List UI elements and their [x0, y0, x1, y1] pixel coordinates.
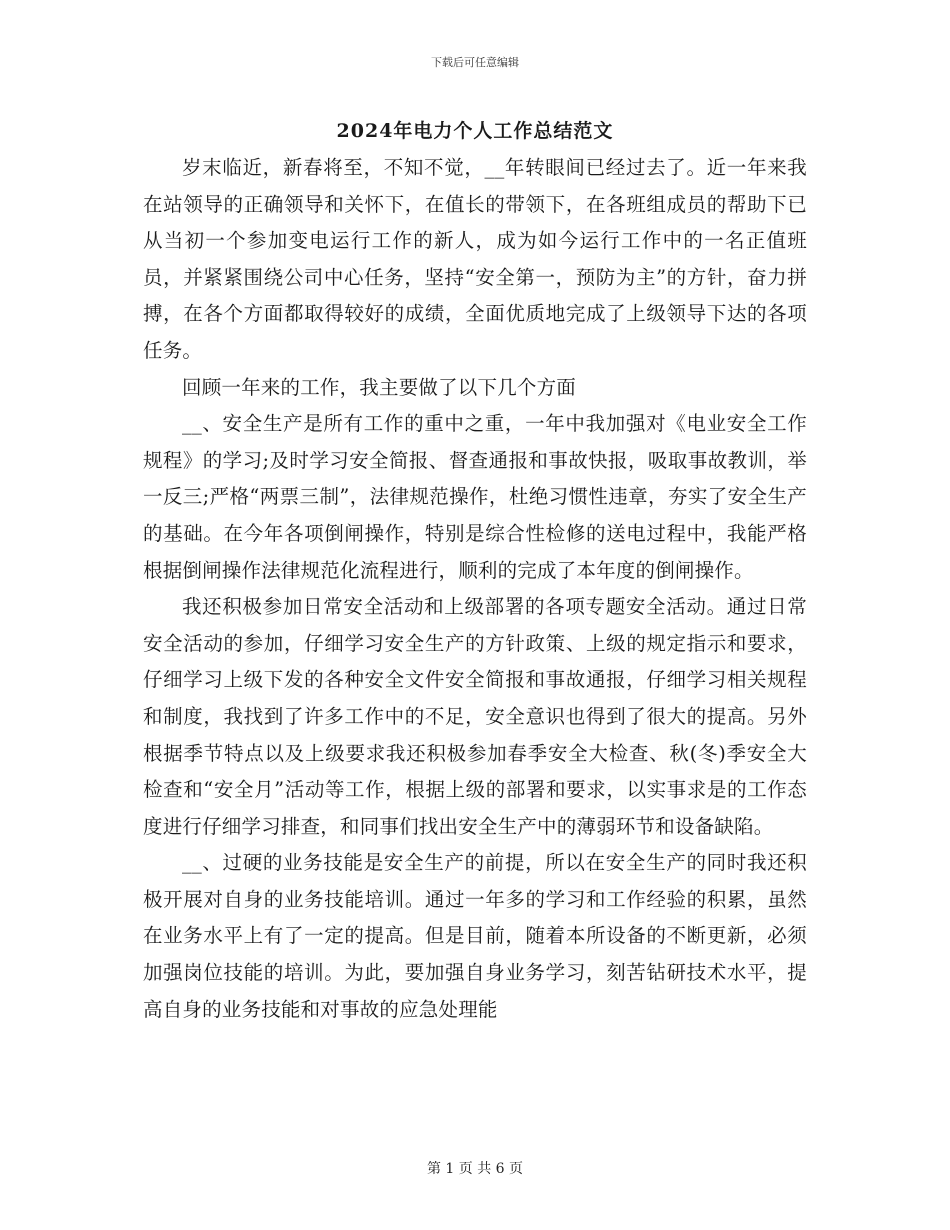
- paragraph-review: 回顾一年来的工作，我主要做了以下几个方面: [182, 375, 577, 399]
- paragraph-activities: 我还积极参加日常安全活动和上级部署的各项专题安全活动。通过日常安全活动的参加，仔细学习安全生产的方针政策、上级的规定指示和要求，仔细学习上级下发的各种安全文件安全简报和事故通报，仔细学习相关规程和制度，我找到了许多工作中的不足，安全意识也得到了很大的提高。另外根据季节特点以及上级要求我还积极参加春季安全大检查、秋(冬)季安全大检查和“安全月”活动等工作，根据上级的部署和要求，以实事求是的工作态度进行仔细学习排查，和同事们找出安全生产中的薄弱环节和设备缺陷。: [143, 595, 807, 838]
- document-title: 2024年电力个人工作总结范文: [336, 120, 614, 142]
- header-note: 下载后可任意编辑: [431, 56, 519, 69]
- paragraph-skills: __、过硬的业务技能是安全生产的前提，所以在安全生产的同时我还积极开展对自身的业务技能培训。通过一年多的学习和工作经验的积累，虽然在业务水平上有了一定的提高。但是目前，随着本所设备的不断更新，必须加强岗位技能的培训。为此，要加强自身业务学习，刻苦钻研技术水平，提高自身的业务技能和对事故的应急处理能: [143, 851, 807, 1021]
- paragraph-intro: 岁末临近，新春将至，不知不觉，__年转眼间已经过去了。近一年来我在站领导的正确领导和关怀下，在值长的带领下，在各班组成员的帮助下已从当初一个参加变电运行工作的新人，成为如今运行工作中的一名正值班员，并紧紧围绕公司中心任务，坚持“安全第一，预防为主”的方针，奋力拼搏，在各个方面都取得较好的成绩，全面优质地完成了上级领导下达的各项任务。: [143, 156, 807, 362]
- paragraph-safety: __、安全生产是所有工作的重中之重，一年中我加强对《电业安全工作规程》的学习;及时学习安全简报、督查通报和事故快报，吸取事故教训，举一反三;严格“两票三制”，法律规范操作，杜绝习惯性违章，夯实了安全生产的基础。在今年各项倒闸操作，特别是综合性检修的送电过程中，我能严格根据倒闸操作法律规范化流程进行，顺利的完成了本年度的倒闸操作。: [143, 412, 807, 582]
- document-body: [143, 150, 807, 1028]
- page-indicator: 第 1 页 共 6 页: [426, 1161, 524, 1177]
